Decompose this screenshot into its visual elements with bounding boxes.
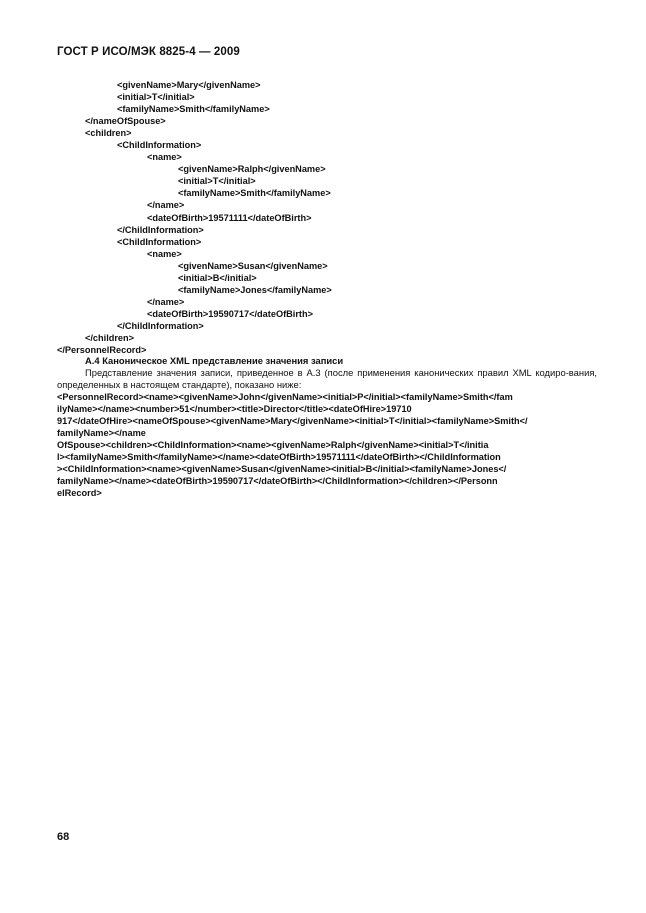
xml-line: <givenName>Susan</givenName> (178, 260, 328, 271)
xml-example-block (57, 79, 332, 356)
xml-line: <familyName>Smith</familyName> (117, 104, 270, 115)
xml-line: <dateOfBirth>19590717</dateOfBirth> (147, 308, 313, 319)
xml-line: </PersonnelRecord> (57, 345, 147, 356)
canonical-xml-line: <PersonnelRecord><name><givenName>John</givenName><initial>P</initial><familyName>Smith</fam (57, 392, 513, 402)
section-paragraph: Представление значения записи, приведенное в А.3 (после применения канонических правил XML кодиро-вания, определенных в настоящем стандарте), показано ниже: (57, 367, 597, 390)
xml-line: <initial>B</initial> (178, 272, 257, 283)
canonical-xml-line: 917</dateOfHire><nameOfSpouse><givenName>Mary</givenName><initial>T</initial><familyName>Smith</ (57, 416, 528, 427)
xml-line: </ChildInformation> (117, 320, 204, 331)
xml-line: </nameOfSpouse> (85, 116, 166, 127)
canonical-xml-line: familyName></name (57, 428, 146, 439)
xml-line: </children> (85, 332, 135, 343)
xml-line: </ChildInformation> (117, 224, 204, 235)
document-header: ГОСТ Р ИСО/МЭК 8825-4 — 2009 (57, 46, 240, 58)
canonical-xml-line: ><ChildInformation><name><givenName>Susan</givenName><initial>B</initial><familyName>Jones</ (57, 464, 507, 475)
canonical-xml-block (57, 391, 597, 499)
xml-line: <children> (85, 128, 132, 139)
xml-line: <dateOfBirth>19571111</dateOfBirth> (147, 212, 312, 223)
section-a4 (57, 355, 597, 499)
xml-line: <ChildInformation> (117, 236, 202, 247)
xml-line: <name> (147, 152, 182, 163)
canonical-xml-line: ilyName></name><number>51</number><title>Director</title><dateOfHire>19710 (57, 404, 412, 415)
xml-line: <initial>T</initial> (178, 176, 256, 187)
xml-line: <name> (147, 248, 182, 259)
xml-line: <givenName>Ralph</givenName> (178, 164, 326, 175)
page-number: 68 (57, 831, 70, 843)
xml-line: </name> (147, 296, 185, 307)
canonical-xml-line: l><familyName>Smith</familyName></name><dateOfBirth>19571111</dateOfBirth></ChildInformation (57, 452, 501, 463)
xml-line: <givenName>Mary</givenName> (117, 80, 261, 90)
xml-line: <initial>T</initial> (117, 92, 195, 103)
xml-line: </name> (147, 200, 185, 211)
canonical-xml-line: familyName></name><dateOfBirth>19590717</dateOfBirth></ChildInformation></children></Personn (57, 476, 498, 487)
canonical-xml-line: OfSpouse><children><ChildInformation><name><givenName>Ralph</givenName><initial>T</initia (57, 440, 489, 451)
xml-line: <familyName>Jones</familyName> (178, 284, 332, 295)
canonical-xml-line: elRecord> (57, 488, 102, 499)
xml-line: <familyName>Smith</familyName> (178, 188, 331, 199)
xml-line: <ChildInformation> (117, 140, 202, 151)
section-title: А.4 Каноническое XML представление значения записи (85, 355, 344, 366)
